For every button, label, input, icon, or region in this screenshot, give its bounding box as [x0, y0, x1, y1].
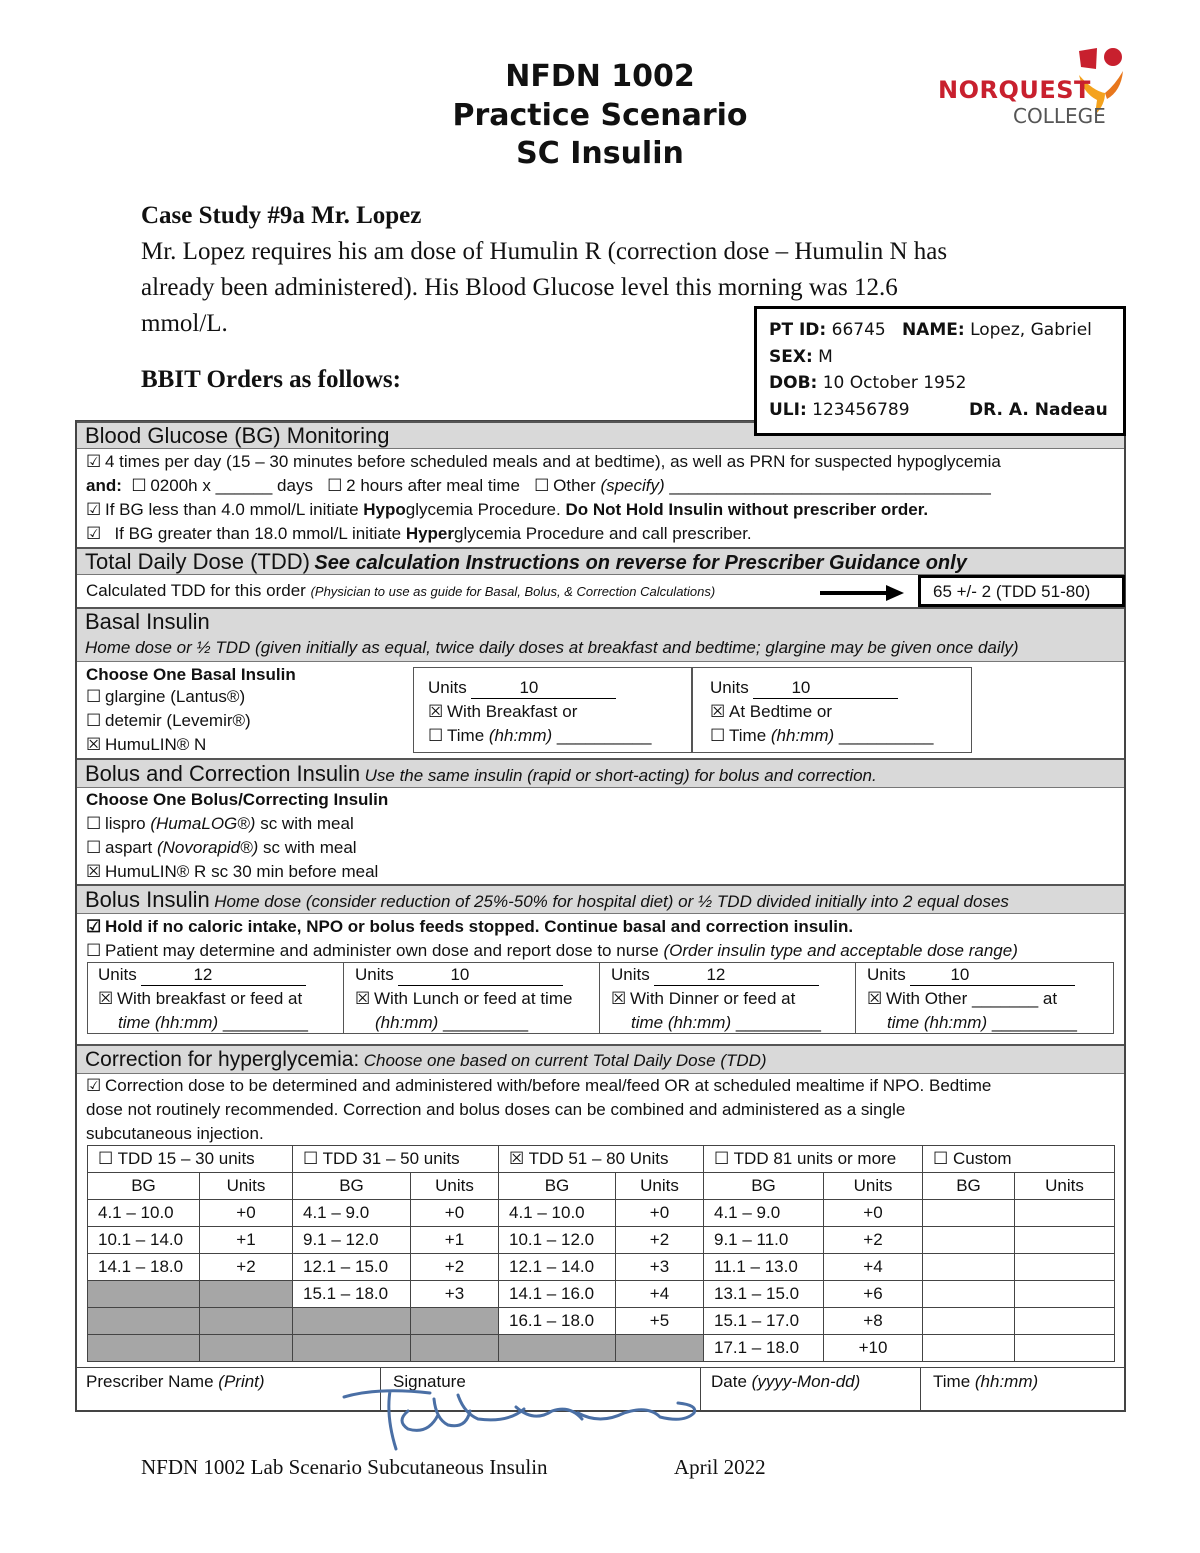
bolus-subtitle: Home dose (consider reduction of 25%-50% for hospital diet) or ½ TDD divided initially into 2 equal doses — [214, 892, 1009, 911]
correction-group-3[interactable] — [499, 1146, 704, 1173]
patient-self-dose-checkbox[interactable]: ☐ — [86, 941, 102, 960]
with-breakfast-checkbox[interactable]: ☒ — [428, 702, 444, 721]
cell-units: +1 — [411, 1227, 499, 1254]
pt-dob: 10 October 1952 — [822, 373, 967, 393]
cell-bg-range — [293, 1308, 411, 1335]
cell-units: +0 — [200, 1200, 293, 1227]
tdd-row — [86, 581, 715, 601]
bolus-c1-units — [98, 965, 306, 986]
cell-units: +1 — [200, 1227, 293, 1254]
cell-custom-bg[interactable] — [923, 1227, 1015, 1254]
bolus-c2-units — [355, 965, 563, 986]
basal-header — [77, 607, 1124, 662]
cell-bg-range: 10.1 – 12.0 — [499, 1227, 616, 1254]
bolus-c2-l2 — [375, 1013, 528, 1033]
bolus-c3-l1-text: With Dinner or feed at — [630, 989, 796, 1008]
cell-units: +6 — [824, 1281, 923, 1308]
cell-units — [411, 1335, 499, 1362]
tdd-title: Total Daily Dose (TDD) — [85, 549, 310, 574]
correction-group-label: Custom — [952, 1149, 1012, 1168]
pt-sex: M — [818, 346, 833, 367]
cell-bg-range: 9.1 – 11.0 — [704, 1227, 824, 1254]
bolus-c4-at: at — [1042, 989, 1058, 1008]
basal-box-2-with — [710, 702, 832, 722]
bolus-c1-blank[interactable]: _________ — [222, 1013, 308, 1032]
bg-line-3-text-a: If BG less than 4.0 mmol/L initiate — [105, 500, 364, 519]
bolus-c4-other-blank[interactable]: _______ — [971, 989, 1039, 1008]
title-line-1: NFDN 1002 — [505, 59, 695, 94]
cell-units: +3 — [616, 1254, 704, 1281]
logo-college: COLLEGE — [1013, 104, 1106, 128]
correction-subtitle: Choose one based on current Total Daily Dose (TDD) — [363, 1051, 767, 1070]
with-dinner-checkbox[interactable]: ☒ — [611, 989, 627, 1008]
basal-box-2-time — [710, 726, 933, 746]
pt-id: 66745 — [831, 320, 886, 340]
bolus-c1-l1 — [98, 989, 302, 1009]
table-row — [88, 1308, 1115, 1335]
cell-custom-units[interactable] — [1015, 1227, 1115, 1254]
detemir-checkbox[interactable]: ☐ — [86, 711, 102, 730]
col-header-bg: BG — [704, 1173, 824, 1200]
with-lunch-checkbox[interactable]: ☒ — [355, 989, 371, 1008]
opt-other-text: Other — [553, 476, 596, 495]
cell-units: +4 — [616, 1281, 704, 1308]
bolus-c4-units-value[interactable]: 10 — [910, 965, 1075, 986]
prescriber-time[interactable] — [933, 1372, 1038, 1392]
cell-units: +3 — [411, 1281, 499, 1308]
cell-bg-range — [88, 1281, 200, 1308]
cell-units — [200, 1335, 293, 1362]
opt-other-checkbox[interactable]: ☐ — [534, 476, 550, 495]
cell-bg-range — [499, 1335, 616, 1362]
bolus-c4-l1-text: With Other — [886, 989, 968, 1008]
bolus-c2-l1-text: With Lunch or feed at time — [374, 989, 573, 1008]
correction-text-1 — [86, 1076, 991, 1096]
cell-bg-range: 12.1 – 14.0 — [499, 1254, 616, 1281]
bg-line-1-checkbox[interactable]: ☑ — [86, 452, 102, 471]
cell-units: +8 — [824, 1308, 923, 1335]
correction-group-label: TDD 81 units or more — [733, 1149, 897, 1168]
prescriber-name[interactable] — [86, 1372, 265, 1392]
basal-opt-humulin-n — [86, 735, 206, 755]
cell-bg-range: 4.1 – 10.0 — [88, 1200, 200, 1227]
bolus-c2-units-label: Units — [355, 965, 394, 984]
humulin-r-label-a: HumuLIN® R — [105, 862, 212, 881]
hold-text: Hold if no caloric intake, NPO or bolus feeds stopped. Continue basal and correction insulin. — [105, 917, 854, 936]
bolus-c1-units-label: Units — [98, 965, 137, 984]
prescriber-date-label: Date — [711, 1372, 747, 1391]
bg-line-3-text-b: Hypo — [363, 500, 406, 519]
bolus-choose: Choose One Bolus/Correcting Insulin — [86, 790, 389, 809]
bg-line-1-text: 4 times per day (15 – 30 minutes before scheduled meals and at bedtime), as well as PRN for suspected hypoglycemia — [105, 452, 1001, 471]
bg-line-4-text-c: glycemia Procedure and call prescriber. — [454, 524, 752, 543]
correction-group-checkbox[interactable]: ☐ — [303, 1149, 319, 1168]
humulin-n-label: HumuLIN® N — [105, 735, 207, 754]
aspart-checkbox[interactable]: ☐ — [86, 838, 102, 857]
basal-1-time-fmt: (hh:mm) — [488, 726, 553, 745]
cell-bg-range — [88, 1335, 200, 1362]
col-header-units: Units — [1015, 1173, 1115, 1200]
col-header-bg: BG — [88, 1173, 200, 1200]
table-row — [88, 1254, 1115, 1281]
table-row — [88, 1227, 1115, 1254]
bolus-correction-title: Bolus and Correction Insulin — [85, 761, 361, 786]
footer-right: April 2022 — [674, 1455, 766, 1479]
basal-1-time-blank[interactable]: __________ — [556, 726, 652, 745]
col-header-units: Units — [616, 1173, 704, 1200]
bolus-c4-units-label: Units — [867, 965, 906, 984]
glargine-label: glargine (Lantus®) — [105, 687, 246, 706]
bolus-c3-l1 — [611, 989, 795, 1009]
cell-units: +4 — [824, 1254, 923, 1281]
opt-2h-text: 2 hours after meal time — [346, 476, 520, 495]
bolus-opt-aspart — [86, 838, 357, 858]
col-header-bg: BG — [293, 1173, 411, 1200]
correction-table — [87, 1145, 1115, 1362]
cell-units: +0 — [411, 1200, 499, 1227]
basal-1-time-label: Time — [447, 726, 485, 745]
cell-custom-units[interactable] — [1015, 1281, 1115, 1308]
prescriber-date[interactable] — [711, 1372, 860, 1392]
prescriber-row-top — [77, 1367, 1124, 1368]
tdd-value: 65 +/- 2 (TDD 51-80) — [933, 582, 1091, 601]
bg-line-2 — [86, 476, 991, 496]
prescriber-time-label: Time — [933, 1372, 971, 1391]
opt-other-specify: (specify) — [600, 476, 665, 495]
cell-custom-units[interactable] — [1015, 1308, 1115, 1335]
pt-uli: 123456789 — [812, 399, 910, 420]
at-bedtime-checkbox[interactable]: ☒ — [710, 702, 726, 721]
cell-units — [200, 1281, 293, 1308]
bolus-c3-l2 — [631, 1013, 821, 1033]
pt-doctor: DR. A. Nadeau — [969, 399, 1108, 420]
bolus-c4-l2 — [887, 1013, 1077, 1033]
arrow-right-icon — [820, 583, 906, 603]
cell-custom-bg[interactable] — [923, 1335, 1015, 1362]
bolus-c4-l1 — [867, 989, 1057, 1009]
cell-bg-range: 11.1 – 13.0 — [704, 1254, 824, 1281]
prescriber-name-label: Prescriber Name — [86, 1372, 214, 1391]
opt-0200h-checkbox[interactable]: ☐ — [131, 476, 147, 495]
bolus-grid-divider — [343, 962, 344, 1034]
cell-units: +2 — [824, 1227, 923, 1254]
correction-group-checkbox[interactable]: ☐ — [714, 1149, 730, 1168]
prescriber-signature[interactable]: Signature — [393, 1372, 466, 1391]
cell-bg-range: 13.1 – 15.0 — [704, 1281, 824, 1308]
correction-group-4[interactable] — [704, 1146, 923, 1173]
basal-2-time-checkbox[interactable]: ☐ — [710, 726, 726, 745]
correction-group-row — [88, 1146, 1115, 1173]
and-label: and: — [86, 476, 122, 495]
bolus-c4-units — [867, 965, 1075, 986]
opt-0200h-blank[interactable]: ______ — [215, 476, 273, 495]
cell-custom-units[interactable] — [1015, 1335, 1115, 1362]
bolus-patient — [86, 941, 1018, 961]
cell-bg-range: 4.1 – 9.0 — [704, 1200, 824, 1227]
pt-dob-label: DOB: — [769, 373, 818, 393]
cell-bg-range: 4.1 – 9.0 — [293, 1200, 411, 1227]
basal-box-1-units — [428, 678, 616, 699]
detemir-label: detemir (Levemir®) — [105, 711, 251, 730]
basal-desc: Home dose or ½ TDD (given initially as equal, twice daily doses at breakfast and bedtime; glargine may be given once daily) — [85, 638, 1019, 657]
patient-self-dose-text: Patient may determine and administer own dose and report dose to nurse — [105, 941, 659, 960]
bolus-correction-subtitle: Use the same insulin (rapid or short-acting) for bolus and correction. — [364, 766, 877, 785]
basal-opt-glargine — [86, 687, 245, 707]
correction-group-label: TDD 15 – 30 units — [117, 1149, 255, 1168]
cell-bg-range: 16.1 – 18.0 — [499, 1308, 616, 1335]
bolus-grid-divider — [599, 962, 600, 1034]
title-line-3: SC Insulin — [516, 136, 684, 171]
correction-group-label: TDD 31 – 50 units — [322, 1149, 460, 1168]
bg-line-4 — [86, 524, 752, 544]
basal-box-1-units-label: Units — [428, 678, 467, 697]
bolus-title: Bolus Insulin — [85, 887, 210, 912]
patient-info-box — [754, 306, 1126, 436]
bolus-c3-units-value[interactable]: 12 — [654, 965, 819, 986]
lispro-checkbox[interactable]: ☐ — [86, 814, 102, 833]
bolus-c3-blank[interactable]: _________ — [735, 1013, 821, 1032]
cell-custom-units[interactable] — [1015, 1200, 1115, 1227]
case-line-1: Mr. Lopez requires his am dose of Humulin R (correction dose – Humulin N has — [141, 238, 948, 265]
cell-custom-bg[interactable] — [923, 1200, 1015, 1227]
opt-0200h-text: 0200h x — [150, 476, 211, 495]
with-other-checkbox[interactable]: ☒ — [867, 989, 883, 1008]
prescriber-time-fmt: (hh:mm) — [974, 1372, 1039, 1391]
correction-checkbox[interactable]: ☑ — [86, 1076, 102, 1095]
correction-group-checkbox[interactable]: ☐ — [933, 1149, 949, 1168]
correction-text-2: dose not routinely recommended. Correction and bolus doses can be combined and administered as a single — [86, 1100, 906, 1119]
bolus-c1-l2 — [118, 1013, 308, 1033]
logo-norquest: NORQUEST — [938, 76, 1091, 104]
bolus-c1-units-value[interactable]: 12 — [141, 965, 306, 986]
prescriber-divider — [920, 1367, 921, 1411]
table-row — [88, 1335, 1115, 1362]
cell-bg-range: 14.1 – 16.0 — [499, 1281, 616, 1308]
cell-custom-bg[interactable] — [923, 1308, 1015, 1335]
bolus-c1-l1-text: With breakfast or feed at — [117, 989, 303, 1008]
bolus-c2-l2-text: (hh:mm) — [375, 1013, 439, 1032]
basal-box-2-units — [710, 678, 898, 699]
correction-group-1[interactable] — [88, 1146, 293, 1173]
bolus-hold — [86, 917, 853, 937]
cell-custom-units[interactable] — [1015, 1254, 1115, 1281]
opt-other-blank[interactable]: __________________________________ — [669, 476, 991, 495]
aspart-label-a: aspart — [105, 838, 157, 857]
cell-bg-range: 12.1 – 15.0 — [293, 1254, 411, 1281]
table-row — [88, 1281, 1115, 1308]
at-bedtime-label: At Bedtime or — [729, 702, 832, 721]
correction-text-3: subcutaneous injection. — [86, 1124, 264, 1143]
lispro-label-a: lispro — [105, 814, 151, 833]
basal-choose: Choose One Basal Insulin — [86, 665, 296, 684]
basal-opt-detemir — [86, 711, 251, 731]
bg-line-4-checkbox[interactable]: ☑ — [86, 524, 102, 543]
col-header-bg: BG — [923, 1173, 1015, 1200]
glargine-checkbox[interactable]: ☐ — [86, 687, 102, 706]
bolus-c4-blank[interactable]: _________ — [991, 1013, 1077, 1032]
basal-2-time-blank[interactable]: __________ — [838, 726, 934, 745]
cell-units: +0 — [616, 1200, 704, 1227]
cell-bg-range: 15.1 – 17.0 — [704, 1308, 824, 1335]
bolus-c2-units-value[interactable]: 10 — [398, 965, 563, 986]
correction-text-1-content: Correction dose to be determined and administered with/before meal/feed OR at scheduled mealtime if NPO. Bedtime — [105, 1076, 992, 1095]
cell-bg-range: 9.1 – 12.0 — [293, 1227, 411, 1254]
basal-box-1-time — [428, 726, 651, 746]
orders-heading: BBIT Orders as follows: — [141, 366, 401, 393]
cell-units: +10 — [824, 1335, 923, 1362]
basal-1-time-checkbox[interactable]: ☐ — [428, 726, 444, 745]
footer-left: NFDN 1002 Lab Scenario Subcutaneous Insulin — [141, 1455, 548, 1479]
bolus-c3-l2-text: time (hh:mm) — [631, 1013, 732, 1032]
bolus-opt-lispro — [86, 814, 354, 834]
bolus-opt-humulin-r — [86, 862, 378, 882]
bg-line-3-checkbox[interactable]: ☑ — [86, 500, 102, 519]
lispro-label-b: (HumaLOG®) — [150, 814, 256, 833]
aspart-label-b: (Novorapid®) — [156, 838, 259, 857]
col-header-bg: BG — [499, 1173, 616, 1200]
title-line-2: Practice Scenario — [452, 98, 748, 133]
bg-line-3-text-d: Do Not Hold Insulin without prescriber order. — [565, 500, 929, 519]
with-breakfast-label: With Breakfast or — [447, 702, 578, 721]
cell-units — [200, 1308, 293, 1335]
correction-group-checkbox[interactable]: ☐ — [98, 1149, 114, 1168]
basal-title: Basal Insulin — [85, 609, 210, 634]
bg-line-1 — [86, 452, 1001, 472]
patient-self-dose-note: (Order insulin type and acceptable dose range) — [663, 941, 1018, 960]
bg-line-3 — [86, 500, 928, 520]
humulin-r-checkbox[interactable]: ☒ — [86, 862, 102, 881]
cell-units: +2 — [200, 1254, 293, 1281]
pt-uli-label: ULI: — [769, 399, 807, 420]
cell-bg-range — [88, 1308, 200, 1335]
correction-group-label: TDD 51 – 80 Units — [528, 1149, 669, 1168]
cell-bg-range: 4.1 – 10.0 — [499, 1200, 616, 1227]
correction-title: Correction for hyperglycemia: — [85, 1048, 360, 1071]
cell-units: +5 — [616, 1308, 704, 1335]
correction-header — [77, 1044, 1124, 1074]
pt-id-label: PT ID: — [769, 320, 827, 340]
bolus-c4-l2-text: time (hh:mm) — [887, 1013, 988, 1032]
humulin-r-label-b: sc 30 min before meal — [211, 862, 379, 881]
basal-box-1-with — [428, 702, 577, 722]
hold-checkbox[interactable]: ☑ — [86, 917, 102, 936]
case-line-2: already been administered). His Blood Glucose level this morning was 12.6 — [141, 274, 898, 301]
col-header-units: Units — [411, 1173, 499, 1200]
opt-2h-checkbox[interactable]: ☐ — [327, 476, 343, 495]
handwritten-signature-icon — [338, 1383, 703, 1458]
correction-group-2[interactable] — [293, 1146, 499, 1173]
bolus-grid-divider — [855, 962, 856, 1034]
pt-name: Lopez, Gabriel — [970, 320, 1092, 340]
basal-2-time-label: Time — [729, 726, 767, 745]
cell-custom-bg[interactable] — [923, 1254, 1015, 1281]
with-breakfast-bolus-checkbox[interactable]: ☒ — [98, 989, 114, 1008]
tdd-header — [77, 547, 1124, 575]
basal-box-1-units-value[interactable]: 10 — [471, 678, 616, 699]
bolus-header — [77, 884, 1124, 914]
col-header-units: Units — [824, 1173, 923, 1200]
correction-col-header-row — [88, 1173, 1115, 1200]
tdd-note: (Physician to use as guide for Basal, Bolus, & Correction Calculations) — [310, 584, 716, 599]
cell-units — [411, 1308, 499, 1335]
basal-box-2-units-value[interactable]: 10 — [753, 678, 898, 699]
prescriber-name-print: (Print) — [218, 1372, 265, 1391]
bolus-correction-header — [77, 758, 1124, 788]
tdd-label: Calculated TDD for this order — [86, 581, 306, 600]
humulin-n-checkbox[interactable]: ☒ — [86, 735, 102, 754]
cell-units: +0 — [824, 1200, 923, 1227]
prescriber-date-fmt: (yyyy-Mon-dd) — [751, 1372, 861, 1391]
bolus-c2-blank[interactable]: _________ — [443, 1013, 529, 1032]
correction-group-5[interactable] — [923, 1146, 1115, 1173]
bolus-c1-l2-text: time (hh:mm) — [118, 1013, 219, 1032]
basal-box-2-units-label: Units — [710, 678, 749, 697]
correction-group-checkbox[interactable]: ☒ — [509, 1149, 525, 1168]
cell-bg-range: 10.1 – 14.0 — [88, 1227, 200, 1254]
basal-2-time-fmt: (hh:mm) — [770, 726, 835, 745]
cell-custom-bg[interactable] — [923, 1281, 1015, 1308]
cell-bg-range: 15.1 – 18.0 — [293, 1281, 411, 1308]
pt-name-label: NAME: — [901, 320, 965, 340]
cell-units — [616, 1335, 704, 1362]
bolus-c3-units — [611, 965, 819, 986]
tdd-subtitle: See calculation Instructions on reverse for Prescriber Guidance only — [314, 552, 967, 574]
cell-bg-range: 17.1 – 18.0 — [704, 1335, 824, 1362]
lispro-label-c: sc with meal — [255, 814, 354, 833]
case-line-3: mmol/L. — [141, 310, 228, 337]
bg-line-4-text-a: If BG greater than 18.0 mmol/L initiate — [114, 524, 406, 543]
col-header-units: Units — [200, 1173, 293, 1200]
bolus-c2-l1 — [355, 989, 572, 1009]
bolus-c3-units-label: Units — [611, 965, 650, 984]
cell-bg-range — [293, 1335, 411, 1362]
bg-monitoring-title: Blood Glucose (BG) Monitoring — [85, 423, 390, 448]
case-heading: Case Study #9a Mr. Lopez — [141, 202, 422, 229]
opt-days-text: days — [277, 476, 313, 495]
aspart-label-c: sc with meal — [258, 838, 357, 857]
cell-bg-range: 14.1 – 18.0 — [88, 1254, 200, 1281]
pt-sex-label: SEX: — [769, 346, 813, 367]
cell-units: +2 — [616, 1227, 704, 1254]
cell-units: +2 — [411, 1254, 499, 1281]
bg-line-3-text-c: glycemia Procedure. — [405, 500, 566, 519]
bg-line-4-text-b: Hyper — [405, 524, 454, 543]
table-row — [88, 1200, 1115, 1227]
